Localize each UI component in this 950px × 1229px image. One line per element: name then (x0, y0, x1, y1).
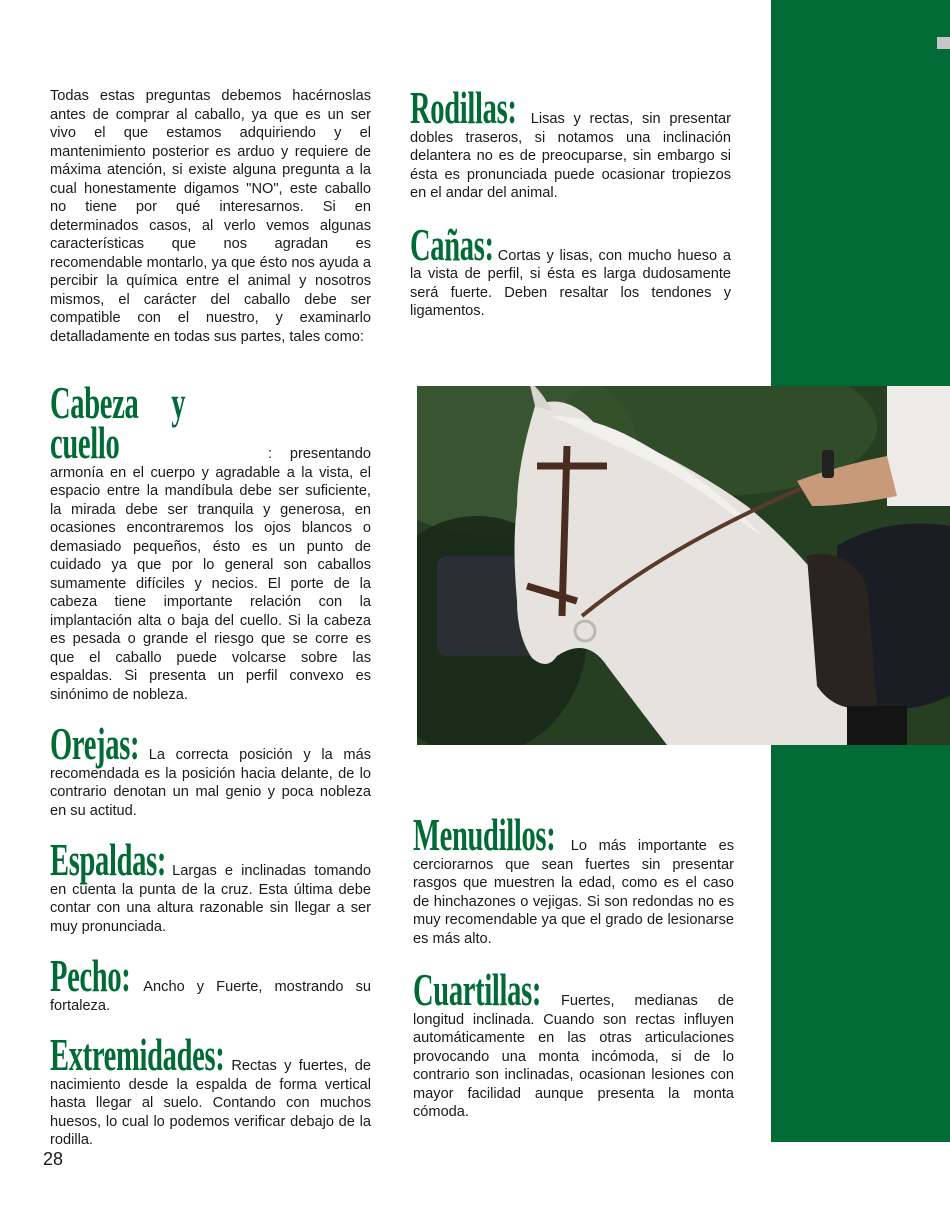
page-corner-mark (937, 37, 950, 49)
section-title-canas: Cañas: (410, 218, 494, 270)
right-bottom-column (413, 809, 734, 1140)
section-title-cuartillas: Cuartillas: (413, 964, 542, 1015)
section-text-canas: Cortas y lisas, con mucho hueso a la vista de perfil, si ésta es larga dudosamente será fuerte. Deben resaltar los tendones y ligamentos. (410, 247, 731, 319)
section-title-pecho: Pecho: (50, 950, 131, 1001)
section-text-orejas: La correcta posición y la más recomendada es la posición hacia delante, de lo contrario denotan un mal genio y poca nobleza en su actitud. (50, 747, 371, 819)
section-text-cuartillas: Fuertes, medianas de longitud inclinada. Cuando son rectas influyen automáticamente en las otras articulaciones provocando una monta incómoda, si de lo contrario son inclinadas, ocasionan lesiones con mayor facilidad aunque presenta la monta cómoda. (413, 993, 734, 1120)
horse-illustration (417, 386, 950, 745)
section-text-pecho: Ancho y Fuerte, mostrando su fortaleza. (50, 979, 371, 1014)
section-title-rodillas: Rodillas: (410, 82, 517, 133)
green-band-bottom (771, 745, 950, 1142)
section-text-menudillos: Lo más importante es cerciorarnos que sean fuertes sin presentar rasgos que muestren la edad, como es el caso de hinchazones o vejigas. Si son redondas no es muy recomendable ya que el grado de lesionarse es más alto. (413, 838, 734, 947)
section-pecho (50, 950, 371, 1015)
horse-photo (417, 386, 950, 745)
section-title-extremidades: Extremidades: (50, 1029, 225, 1080)
section-cabeza (50, 377, 371, 704)
left-column (50, 377, 371, 1168)
green-band-top (771, 0, 950, 387)
section-text-rodillas: Lisas y rectas, sin presentar dobles traseros, si notamos una inclinación delantera no es de preocuparse, sin embargo si ésta es pronunciada puede ocasionar tropiezos en el andar del animal. (410, 111, 731, 201)
right-top-column (410, 82, 731, 339)
section-title-espaldas: Espaldas: (50, 834, 167, 885)
intro-paragraph: Todas estas preguntas debemos hacérnoslas antes de comprar al caballo, ya que es un ser vivo el que estamos adquiriendo y el mantenimiento posterior es arduo y requiere de máxima atención, si existe alguna pregunta a la cual honestamente digamos "NO", este caballo no tiene por qué interesarnos. Si en determinados casos, al verlo vemos algunas características que nos agradan es recomendable montarlo, ya que ésto nos ayuda a percibir la química entre el animal y nosotros mismos, el carácter del caballo debe ser compatible con el nuestro, y examinarlo detalladamente en todas sus partes, tales como: (50, 88, 371, 345)
section-title-menudillos: Menudillos: (413, 809, 556, 860)
section-canas (410, 218, 731, 321)
section-orejas (50, 718, 371, 820)
intro-column (50, 87, 371, 364)
section-espaldas (50, 834, 371, 936)
section-text-extremidades: Rectas y fuertes, de nacimiento desde la espalda de forma vertical hasta llegar al suelo. Contando con muchos huesos, lo cual lo podemos verificar debajo de la rodilla. (50, 1058, 371, 1148)
section-extremidades (50, 1029, 371, 1150)
section-cuartillas (413, 964, 734, 1122)
section-title-orejas: Orejas: (50, 718, 140, 769)
section-rodillas (410, 82, 731, 203)
page-number: 28 (43, 1149, 64, 1169)
section-text-espaldas: Largas e inclinadas tomando en cuenta la punta de la cruz. Esta última debe contar con una altura razonable sin llegar a ser muy pronunciada. (50, 863, 371, 935)
section-title-cabeza: Cabeza y cuello (50, 377, 186, 468)
section-menudillos (413, 809, 734, 948)
section-text-cabeza: : presentando armonía en el cuerpo y agradable a la vista, el espacio entre la mandíbula debe ser suficiente, la mirada debe ser tranquila y generosa, en ocasiones encontraremos los ojos blancos o demasiado pequeños, ésto es un punto de cuidado ya que por lo general son caballos sumamente difíciles y necios. El porte de la cabeza tiene importante relación con la implantación alta o baja del cuello. Si la cabeza es pesada o grande el riesgo que se corre es que el caballo puede volcarse sobre las espaldas. Si presenta un perfil convexo es sinónimo de nobleza. (50, 446, 371, 703)
